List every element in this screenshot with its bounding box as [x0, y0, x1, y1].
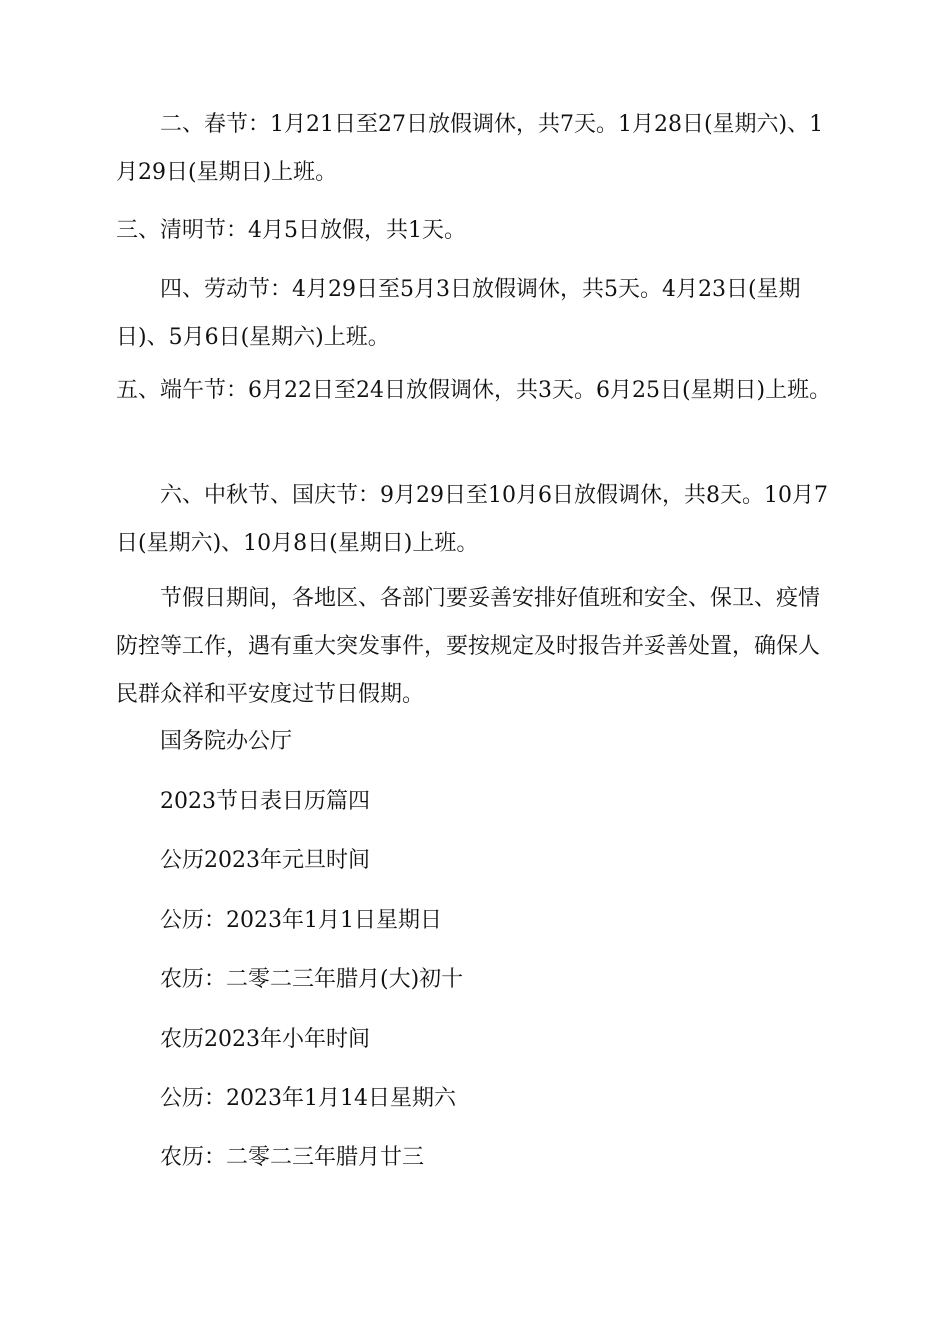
lunar-little-new-year: 农历：二零二三年腊月廿三 — [160, 1145, 425, 1170]
paragraph-mid-autumn-national-day: 六、中秋节、国庆节：9月29日至10月6日放假调休，共8天。10月7日(星期六)、10月8日(星期日)上班。 — [116, 483, 828, 556]
gregorian-little-new-year: 公历：2023年1月14日星期六 — [160, 1086, 456, 1111]
section-heading-2023-holidays: 2023节日表日历篇四 — [160, 789, 370, 814]
paragraph-holiday-notice: 节假日期间，各地区、各部门要妥善安排好值班和安全、保卫、疫情防控等工作，遇有重大突发事件，要按规定及时报告并妥善处置，确保人民群众祥和平安度过节日假期。 — [116, 586, 821, 707]
paragraph-qingming: 三、清明节：4月5日放假，共1天。 — [116, 218, 466, 243]
paragraph-spring-festival: 二、春节：1月21日至27日放假调休，共7天。1月28日(星期六)、1月29日(星期日)上班。 — [116, 112, 824, 185]
gregorian-new-year: 公历：2023年1月1日星期日 — [160, 908, 442, 933]
signature-state-council: 国务院办公厅 — [160, 729, 293, 754]
paragraph-labor-day: 四、劳动节：4月29日至5月3日放假调休，共5天。4月23日(星期日)、5月6日(星期六)上班。 — [116, 277, 801, 350]
lunar-new-year-date: 农历：二零二三年腊月(大)初十 — [160, 967, 464, 992]
heading-little-new-year: 农历2023年小年时间 — [160, 1027, 370, 1052]
heading-new-year: 公历2023年元旦时间 — [160, 848, 370, 873]
paragraph-dragon-boat: 五、端午节：6月22日至24日放假调休，共3天。6月25日(星期日)上班。 — [116, 378, 832, 403]
